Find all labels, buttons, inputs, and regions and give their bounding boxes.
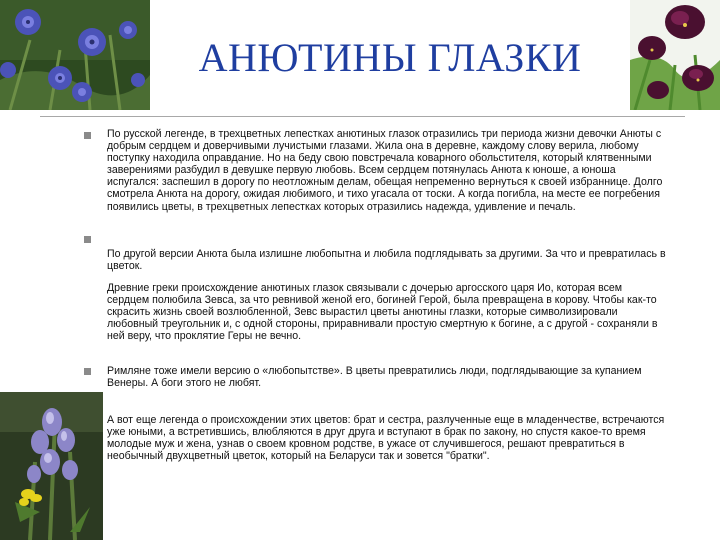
paragraph-greek-legend: Древние греки происхождение анютиных глазок связывали с дочерью аргосского царя Ио, которая всем сердцем полюбила Зевса, за что ревнивой женой его, богиней Герой, была превращена в корову. Чтобы как-то скрасить жизнь своей возлюбленной, Зевс вырастил цветы анютины глазки, которые символизировали любовный треугольник и, с одной стороны, приравнивали простую смертную к богине, а с другой - сохраняли в ней веру, что проклятие Геры не вечно. (107, 282, 658, 343)
paragraph-brother-sister-legend: А вот еще легенда о происхождении этих цветов: брат и сестра, разлученные еще в младенчестве, встречаются уже юными, а встретившись, влюбляются в друг друга и вступают в брак по закону, но спустя какое-то время молодые муж и жена, узнав о своем кровном родстве, в ужасе от случившегося, решают превратиться в необычный двухцветный цветок, который на Беларуси так и зовется "братки". (107, 414, 665, 463)
title-divider (40, 116, 685, 117)
bellflower-photo (0, 392, 103, 540)
bullet-marker (84, 236, 91, 243)
paragraph-roman-version: Римляне тоже имели версию о «любопытстве». В цветы превратились люди, подглядывающие за купанием Венеры. А боги этого не любят. (107, 365, 642, 390)
paragraph-curious-anyuta: По другой версии Анюта была излишне любопытна и любила подглядывать за другими. За что и превратилась в цветок. (107, 248, 666, 273)
bullet-marker (84, 368, 91, 375)
pansy-photo (630, 0, 720, 110)
cornflower-photo (0, 0, 150, 110)
paragraph-russian-legend: По русской легенде, в трехцветных лепестках анютиных глазок отразились три периода жизни девочки Анюты с добрым сердцем и доверчивыми лучистыми глазами. Жила она в деревне, каждому слову верила, любому поступку находила оправдание. Но на беду свою повстречала коварного обольстителя, который клятвенными заверениями разбудил в девушке первую любовь. Всем сердцем потянулась Анюта к юноше, а юноша испугался: заспешил в дорогу по неотложным делам, обещая непременно вернуться к своей избраннице. Долго смотрела Анюта на дорогу, ожидая любимого, и тихо угасала от тоски. А когда погибла, на месте ее погребения появились цветы, в трехцветных лепестках которых отразились надежда, удивление и печаль. (107, 128, 663, 213)
bullet-marker (84, 132, 91, 139)
page-title: АНЮТИНЫ ГЛАЗКИ (198, 35, 582, 80)
